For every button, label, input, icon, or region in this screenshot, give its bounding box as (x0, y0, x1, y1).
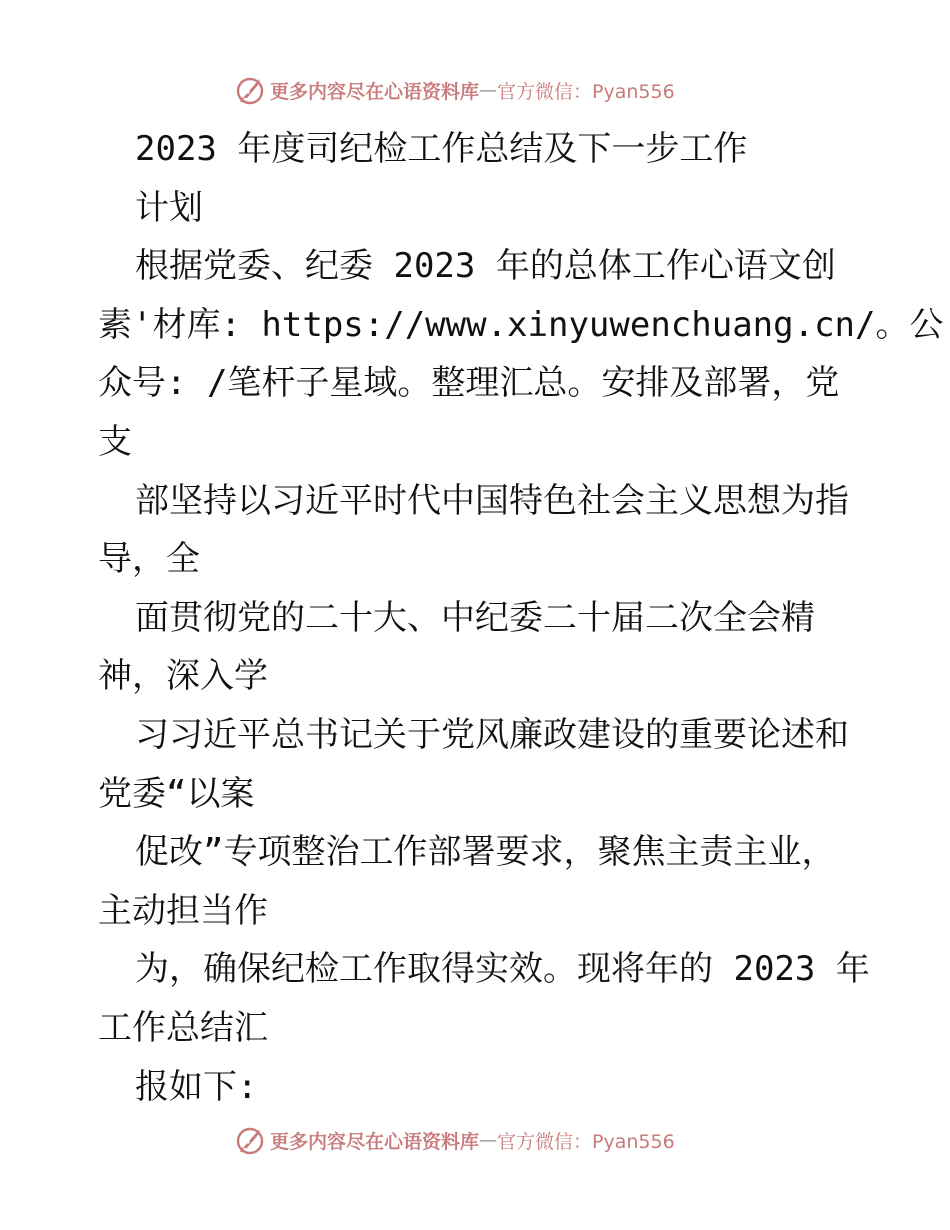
watermark-header (234, 72, 675, 108)
watermark-footer (234, 1122, 675, 1158)
watermark-wechat-text: 官方微信：Pyan556 (497, 1130, 675, 1153)
paragraph-line: 导，全 (98, 539, 200, 580)
paragraph-line: 神，深入学 (98, 656, 268, 697)
watermark-separator: — (479, 79, 498, 101)
paragraph-line: 素'材库: https://www.xinyuwenchuang.cn/。公 (98, 304, 944, 345)
watermark-separator: — (479, 1129, 498, 1151)
paragraph-line: 部坚持以习近平时代中国特色社会主义思想为指 (135, 480, 849, 521)
watermark-main-text: 更多内容尽在心语资料库 (270, 80, 480, 103)
watermark-main-text: 更多内容尽在心语资料库 (270, 1130, 480, 1153)
document-body (98, 120, 944, 1116)
title-line-2: 计划 (135, 187, 203, 228)
paragraph-line: 报如下: (135, 1066, 258, 1107)
paragraph-line: 面贯彻党的二十大、中纪委二十届二次全会精 (135, 597, 815, 638)
title-line-1: 2023 年度司纪检工作总结及下一步工作 (135, 129, 748, 169)
quill-pen-logo-icon (234, 74, 266, 106)
paragraph-line: 根据党委、纪委 2023 年的总体工作心语文创 (135, 246, 836, 287)
quill-pen-logo-icon (234, 1124, 266, 1156)
paragraph-line: 为，确保纪检工作取得实效。现将年的 2023 年 (135, 949, 870, 990)
paragraph-line: 促改”专项整治工作部署要求，聚焦主责主业， (135, 832, 836, 873)
paragraph-line: 习习近平总书记关于党风廉政建设的重要论述和 (135, 714, 849, 755)
paragraph-line: 党委“以案 (98, 773, 255, 814)
paragraph-line: 主动担当作 (98, 890, 268, 931)
paragraph-line: 支 (98, 421, 132, 462)
watermark-wechat-text: 官方微信：Pyan556 (497, 80, 675, 103)
paragraph-line: 众号: /笔杆子星域。整理汇总。安排及部署，党 (98, 363, 840, 404)
paragraph-line: 工作总结汇 (98, 1007, 268, 1048)
